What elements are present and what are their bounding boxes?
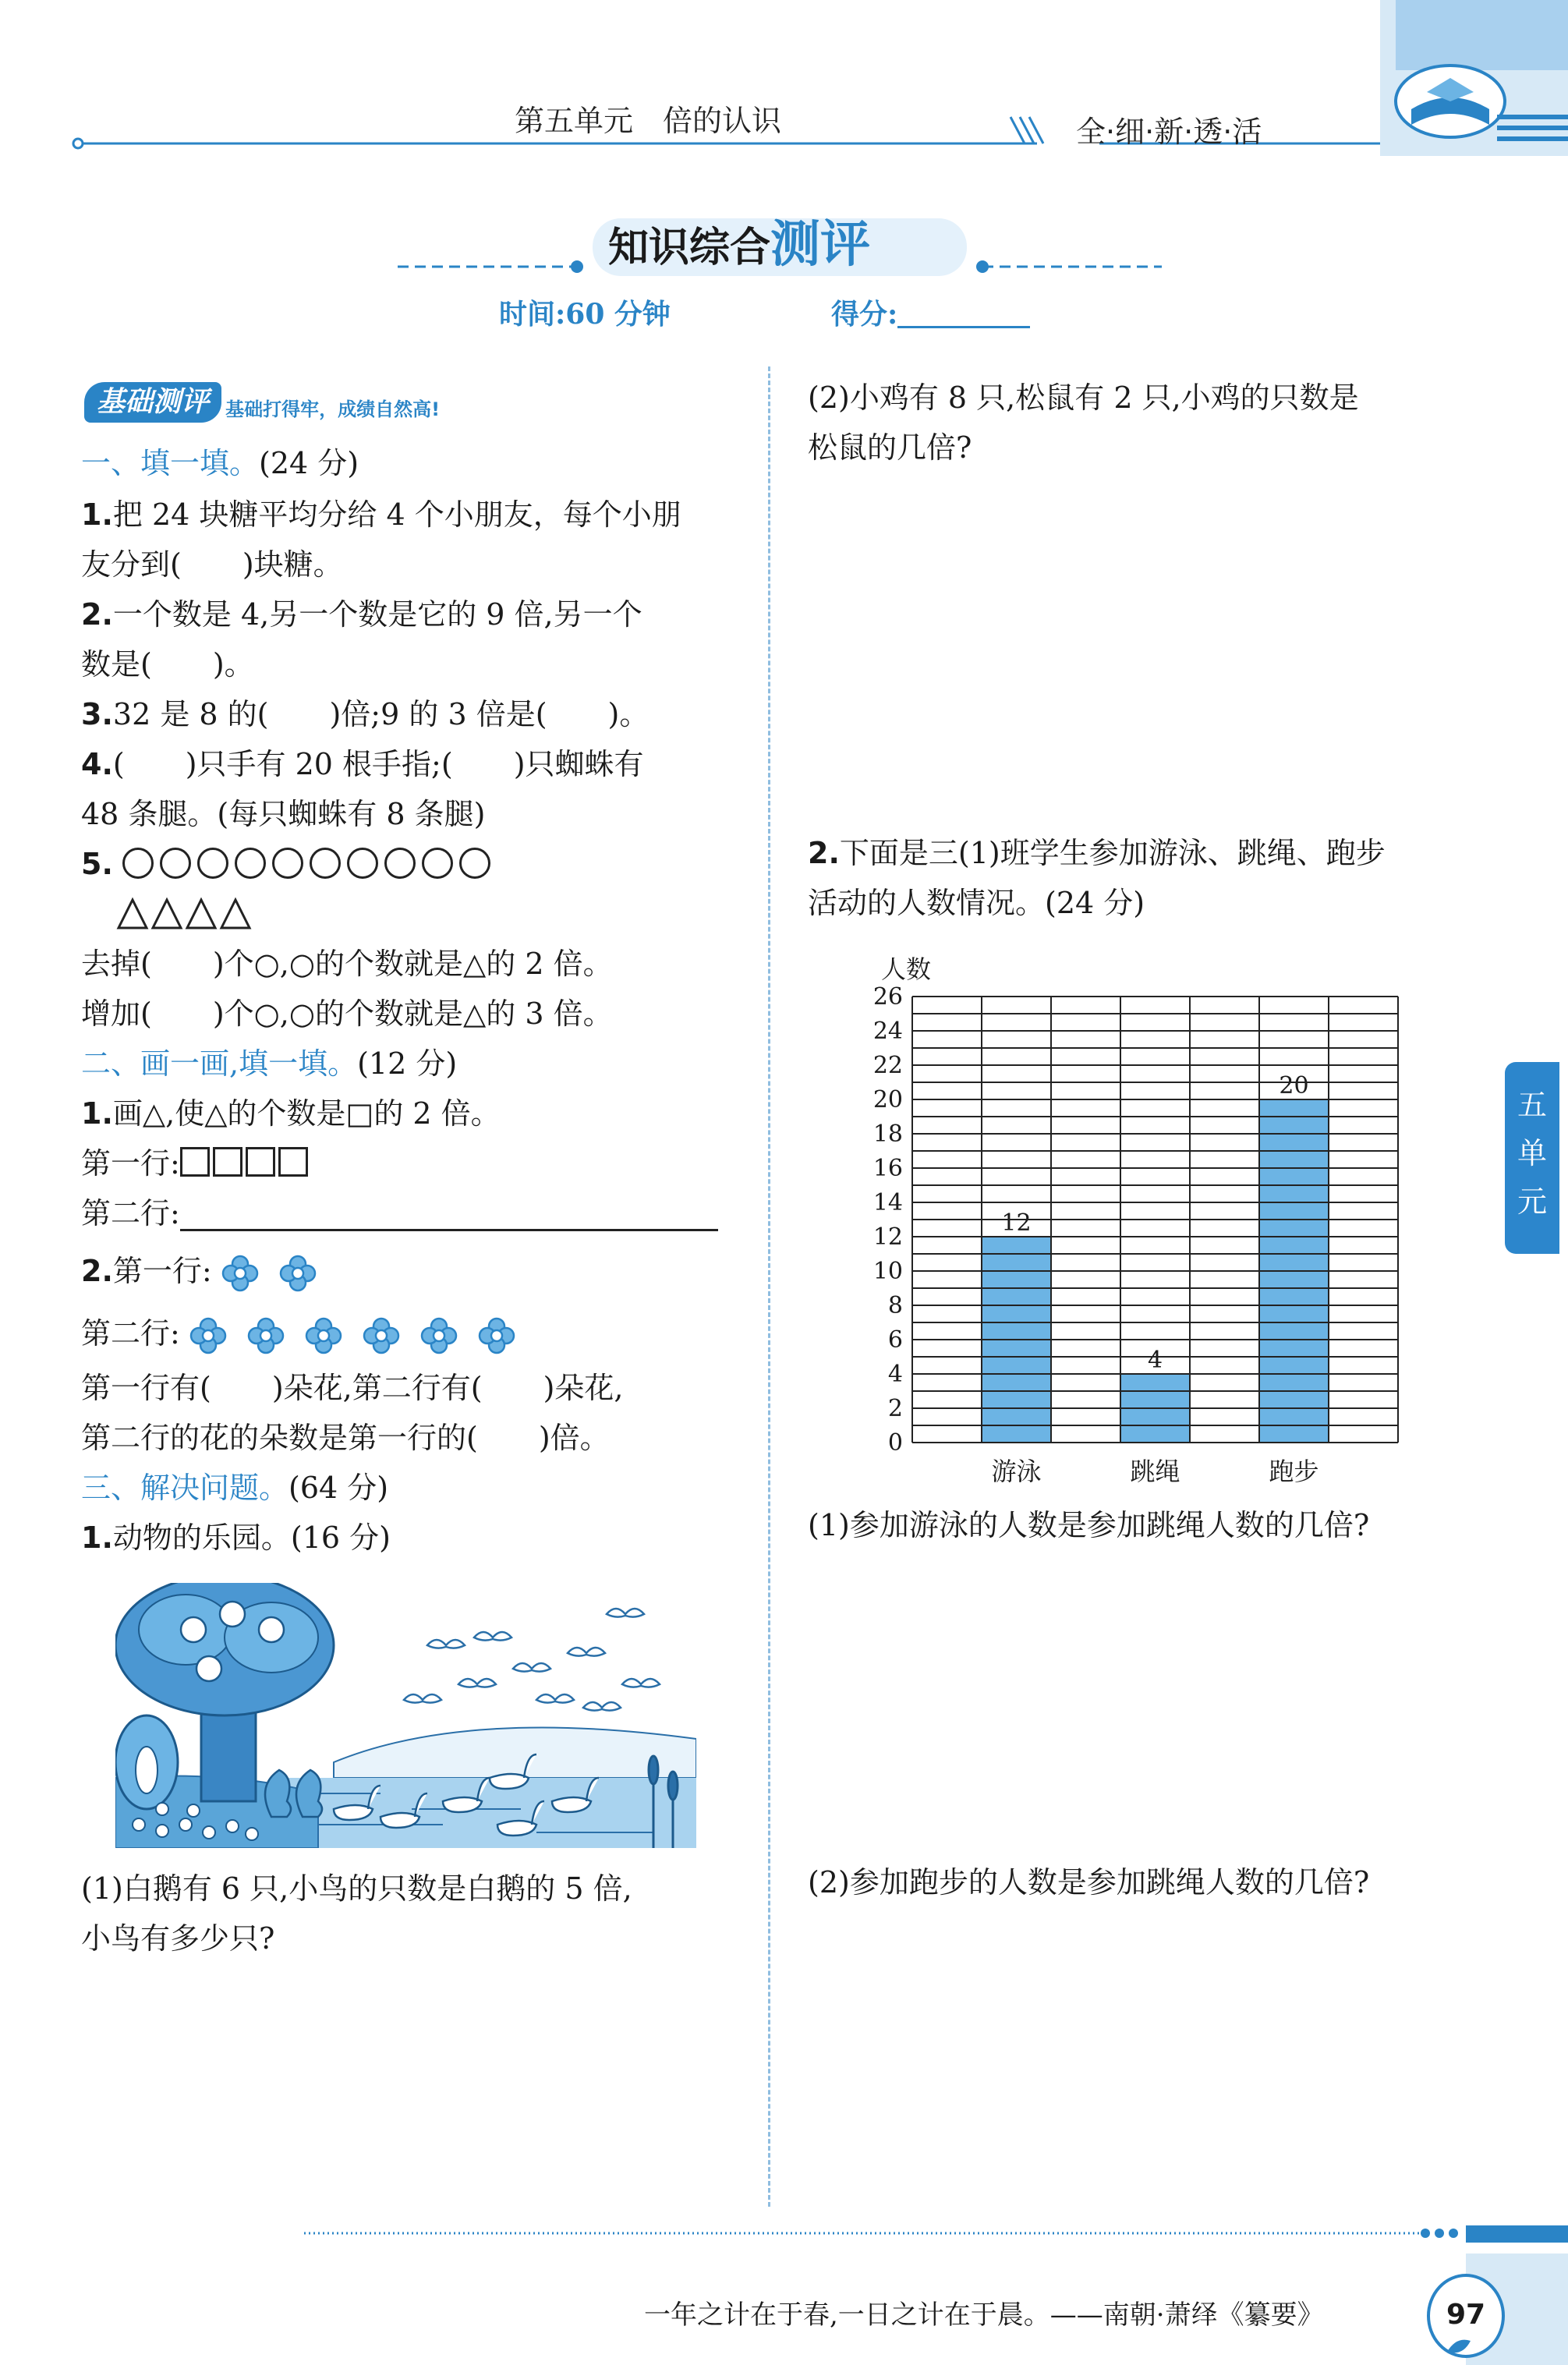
part3-q2-text: 下面是三(1)班学生参加游泳、跳绳、跑步 <box>839 836 1386 870</box>
part1-q1-text-b: )块糖。 <box>242 547 343 582</box>
circle-shape <box>384 848 416 879</box>
chart-y-axis-label: 人数 <box>880 954 932 984</box>
chart-y-tick-label: 18 <box>872 1121 903 1148</box>
part2-q2-row2 <box>81 1310 526 1357</box>
chart-y-tick-label: 24 <box>872 1018 903 1045</box>
column-divider <box>768 366 770 2207</box>
part1-q5-triangles <box>115 897 256 931</box>
part1-q3-text-b: )倍;9 的 3 倍是( <box>329 697 547 731</box>
side-tab-char: 单 <box>1517 1136 1547 1170</box>
part1-q3-number: 3. <box>81 697 113 731</box>
circle-shape <box>160 848 191 879</box>
part1-q4-text-c: )只蜘蛛有 <box>513 747 644 781</box>
chart-y-tick-label: 12 <box>872 1223 903 1251</box>
part1-q4-number: 4. <box>81 747 113 781</box>
row1-label: 第一行: <box>81 1146 180 1181</box>
part1-q1-text-a: 友分到( <box>81 547 182 582</box>
drawing-line[interactable] <box>180 1198 718 1231</box>
circle-shape <box>197 848 228 879</box>
part1-q2-text: 一个数是 4,另一个数是它的 9 倍,另一个 <box>112 597 642 632</box>
circle-shape <box>122 848 154 879</box>
chick-icon <box>156 1825 168 1837</box>
triangle-shape <box>153 900 181 928</box>
circle-shape <box>347 848 378 879</box>
part2-q1 <box>81 1090 501 1137</box>
part2-q2-line2 <box>81 1414 610 1461</box>
chart-bar-value-label: 4 <box>1147 1347 1163 1374</box>
part1-q1-number: 1. <box>81 497 113 532</box>
score-blank[interactable] <box>897 299 1030 328</box>
chick-icon <box>187 1804 200 1817</box>
part1-q4-text-a: ( <box>112 747 125 781</box>
circle-shape <box>272 848 303 879</box>
part1-heading-text: 一、填一填。 <box>81 446 260 480</box>
part3-heading-text: 三、解决问题。 <box>81 1471 289 1505</box>
part2-q1-text: 画△,使△的个数是□的 2 倍。 <box>112 1096 501 1131</box>
part2-heading-text: 二、画一画,填一填。 <box>81 1046 358 1081</box>
part1-q5-remove-a: 去掉( <box>81 947 152 981</box>
part1-q2-number: 2. <box>81 597 113 632</box>
part1-q2-line2 <box>81 641 254 688</box>
part1-q5-add <box>81 990 613 1037</box>
square-shape <box>180 1147 210 1177</box>
flower-icon <box>478 1317 515 1354</box>
book-logo-icon <box>1396 65 1505 137</box>
footer-quote: 一年之计在于春,一日之计在于晨。——南朝·萧绎《纂要》 <box>644 2300 1324 2331</box>
unit-side-tab <box>1505 1062 1559 1254</box>
part2-q1-row1 <box>81 1140 311 1187</box>
circle-shape <box>459 848 490 879</box>
triangle-shape <box>119 900 147 928</box>
part2-points: (12 分) <box>357 1046 458 1081</box>
chart-bar-value-label: 12 <box>1001 1209 1032 1237</box>
q2-line1-b: )朵花,第二行有( <box>271 1371 483 1405</box>
chart-category-label: 游泳 <box>991 1457 1042 1486</box>
part1-q4-line1 <box>81 741 644 788</box>
chart-y-tick-label: 16 <box>872 1155 903 1182</box>
flower-icon <box>420 1317 458 1354</box>
part1-q3-text-c: )。 <box>607 697 649 731</box>
part1-q5-remove-b: )个○,○的个数就是△的 2 倍。 <box>212 947 613 981</box>
q2-row1-label: 第一行: <box>112 1254 212 1288</box>
chart-y-tick-label: 6 <box>887 1326 903 1354</box>
chick-icon <box>203 1826 215 1839</box>
part3-q2-line2: 活动的人数情况。(24 分) <box>808 886 1145 920</box>
part1-q2-text-a: 数是( <box>81 647 152 682</box>
chick-icon <box>226 1820 239 1832</box>
part2-q2-row1 <box>81 1248 327 1294</box>
part3-q1-number: 1. <box>81 1521 113 1555</box>
chart-bar-value-label: 20 <box>1279 1072 1309 1099</box>
chapter-title: 第五单元 倍的认识 <box>515 104 782 138</box>
triangle-shape <box>187 900 215 928</box>
part1-q4-text-b: )只手有 20 根手指;( <box>185 747 453 781</box>
circle-shape <box>422 848 453 879</box>
q2-line2-b: )倍。 <box>538 1421 610 1455</box>
square-shape <box>246 1147 275 1177</box>
title-part2: 测评 <box>770 216 871 274</box>
q2-line2-a: 第二行的花的朵数是第一行的( <box>81 1421 478 1455</box>
animal-park-illustration <box>115 1583 696 1848</box>
q2-row2-label: 第二行: <box>81 1316 180 1351</box>
header-decoration <box>0 0 1568 179</box>
bar-chart <box>850 944 1427 1492</box>
part1-heading <box>81 440 359 487</box>
part3-q2-sub2: (2)参加跑步的人数是参加跳绳人数的几倍? <box>808 1865 1370 1899</box>
part1-q2-line1 <box>81 591 642 638</box>
title-part1: 知识综合 <box>608 225 771 271</box>
chick-icon <box>179 1818 192 1831</box>
flower-icon <box>189 1317 227 1354</box>
part3-q2-line1 <box>808 830 1386 876</box>
part3-q2-number: 2. <box>808 836 840 870</box>
part1-points: (24 分) <box>259 446 359 480</box>
part1-q5-number: 5. <box>81 847 113 881</box>
square-shape <box>213 1147 242 1177</box>
side-tab-char: 元 <box>1517 1184 1547 1219</box>
part2-q1-number: 1. <box>81 1096 113 1131</box>
monkey-icon <box>196 1656 221 1681</box>
part3-q1-sub2-line2: 松鼠的几倍? <box>808 430 972 465</box>
chick-icon <box>156 1803 168 1815</box>
chart-y-tick-label: 10 <box>872 1258 903 1285</box>
part1-q5-add-b: )个○,○的个数就是△的 3 倍。 <box>212 997 613 1031</box>
q2-line1-a: 第一行有( <box>81 1371 211 1405</box>
footer-decoration <box>0 2207 1568 2365</box>
circle-shape <box>310 848 341 879</box>
chart-category-label: 跳绳 <box>1130 1457 1180 1486</box>
section-badge <box>84 382 440 423</box>
part1-q5-remove <box>81 940 613 987</box>
flower-icon <box>247 1317 285 1354</box>
part2-q2-number: 2. <box>81 1254 113 1288</box>
part3-q1-sub1-line1: (1)白鹅有 6 只,小鸟的只数是白鹅的 5 倍, <box>81 1871 632 1906</box>
part1-q2-text-b: )。 <box>212 647 254 682</box>
unit-side-tab-text <box>1505 1081 1559 1226</box>
chart-y-tick-label: 2 <box>887 1395 903 1422</box>
monkey-icon <box>181 1617 206 1642</box>
chart-y-tick-label: 14 <box>872 1189 903 1216</box>
chart-y-tick-label: 20 <box>872 1086 903 1113</box>
score-label <box>831 295 1030 334</box>
circle-shape <box>235 848 266 879</box>
part1-q1-line2 <box>81 541 343 588</box>
chart-category-label: 跑步 <box>1269 1457 1319 1486</box>
part1-q4-line2: 48 条腿。(每只蜘蛛有 8 条腿) <box>81 797 486 831</box>
part3-q2-sub1: (1)参加游泳的人数是参加跳绳人数的几倍? <box>808 1508 1370 1542</box>
part3-q1-sub2-line1: (2)小鸡有 8 只,松鼠有 2 只,小鸡的只数是 <box>808 381 1359 415</box>
section-badge-label: 基础测评 <box>84 382 221 423</box>
bar-chart-svg <box>850 944 1427 1489</box>
flower-icon <box>363 1317 400 1354</box>
side-tab-char: 五 <box>1517 1088 1547 1122</box>
part3-points: (64 分) <box>288 1471 389 1505</box>
part1-q1-line1 <box>81 491 681 538</box>
q2-line1-c: )朵花, <box>543 1371 624 1405</box>
part2-q1-row2 <box>81 1190 718 1237</box>
row2-label: 第二行: <box>81 1196 180 1230</box>
part1-q1-text: 把 24 块糖平均分给 4 个小朋友，每个小朋 <box>112 497 681 532</box>
part3-q1-sub1-line2: 小鸟有多少只? <box>81 1921 275 1956</box>
chart-y-tick-label: 0 <box>887 1429 903 1457</box>
chart-y-tick-label: 4 <box>887 1361 903 1388</box>
part2-heading <box>81 1040 457 1087</box>
part3-q1-title <box>81 1514 391 1561</box>
flower-icon <box>221 1255 259 1292</box>
part1-q5-add-a: 增加( <box>81 997 152 1031</box>
part3-heading <box>81 1464 388 1511</box>
part3-q1-title-text: 动物的乐园。(16 分) <box>112 1521 391 1555</box>
time-label: 时间:60 分钟 <box>499 298 671 331</box>
header-motto: 全·细·新·透·活 <box>1076 115 1262 149</box>
chart-y-tick-label: 8 <box>887 1292 903 1319</box>
chick-icon <box>133 1818 145 1831</box>
peacock-icon <box>115 1715 178 1809</box>
part2-q2-line1 <box>81 1365 623 1411</box>
monkey-icon <box>259 1617 284 1642</box>
page-number: 97 <box>1446 2299 1486 2331</box>
flower-icon <box>305 1317 342 1354</box>
monkey-icon <box>220 1602 245 1627</box>
triangle-shape <box>221 900 250 928</box>
chart-y-tick-label: 26 <box>872 983 903 1011</box>
page-title <box>608 204 870 276</box>
chart-y-tick-label: 22 <box>872 1052 903 1079</box>
chick-icon <box>246 1828 258 1840</box>
part1-q3-text-a: 32 是 8 的( <box>112 697 269 731</box>
part1-q3 <box>81 691 649 738</box>
flower-icon <box>279 1255 317 1292</box>
part1-q5-circles <box>81 841 497 887</box>
score-label-text: 得分: <box>831 298 898 331</box>
section-badge-slogan: 基础打得牢，成绩自然高! <box>225 398 441 420</box>
square-shape <box>278 1147 308 1177</box>
